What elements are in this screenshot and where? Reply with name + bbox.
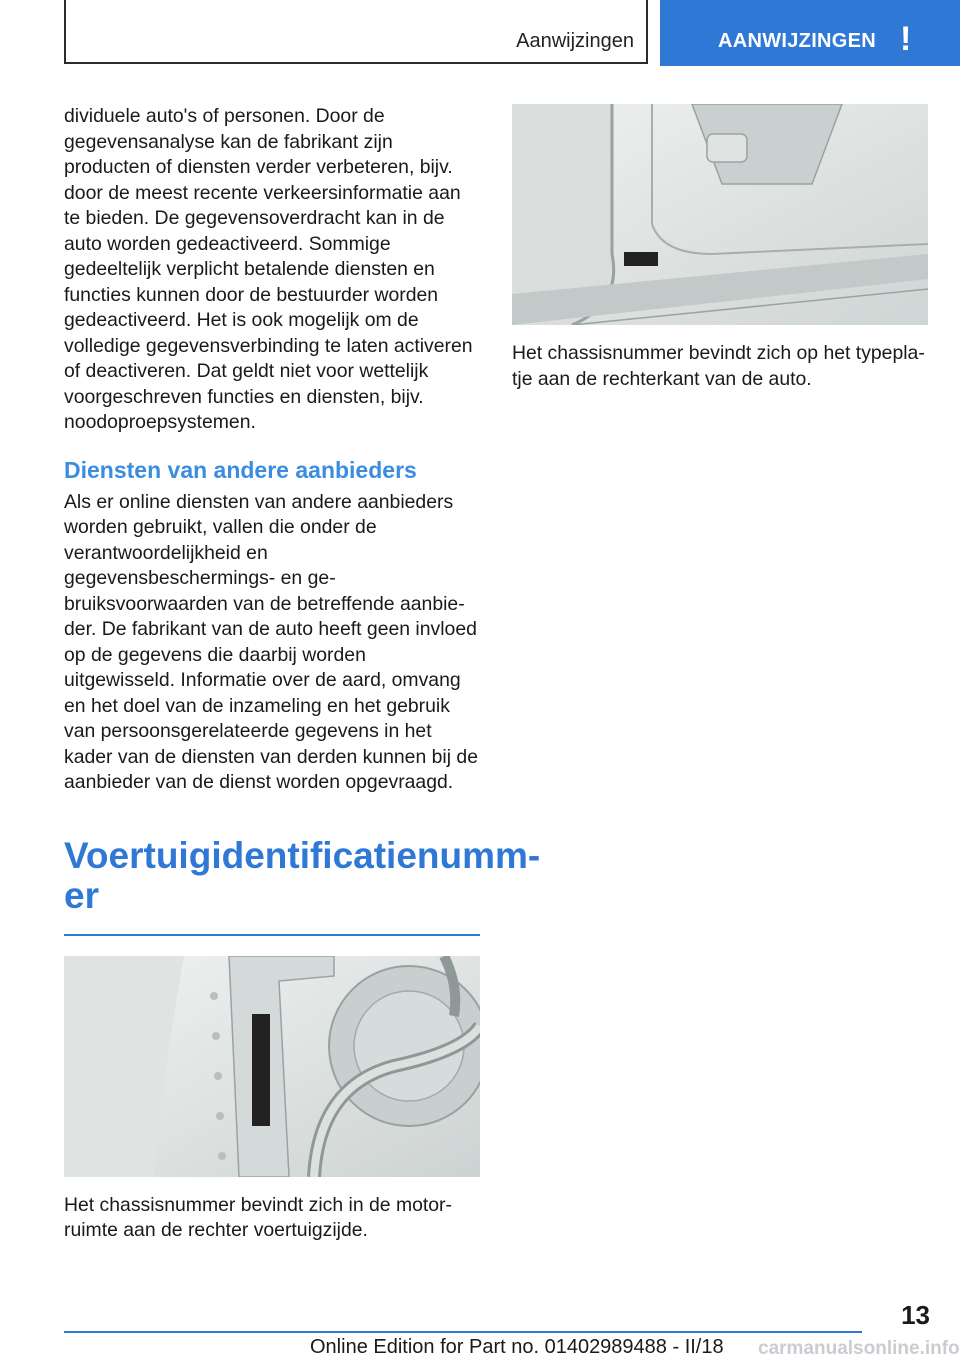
- subheading-third-party: Diensten van andere aanbieders: [64, 456, 417, 483]
- section-heading: Voertuigidentificatienummer: [64, 834, 541, 916]
- exclamation-icon: !: [900, 20, 912, 58]
- engine-bay-figure: [64, 956, 480, 1244]
- intro-paragraph: dividuele auto's of personen. Door de gegevensanalyse kan de fabrikant zijn producten of diensten verder verbeteren, bijv. door de meest recente verkeersinformatie aan te bieden. De gegevensoverdracht kan in de auto worden gedeactiveerd. Sommige gedeeltelijk verplicht betalende diensten en functies kunnen door de bestuurder worden gedeactiveerd. Het is ook mogelijk om de volledige gegevensverbinding te laten activeren of deactiveren. Dat geldt niet voor wettelijk voorgeschreven functies en diensten, bijv. noodoproepsystemen.: [64, 105, 473, 433]
- right-column: [512, 104, 928, 392]
- header-section-box: [64, 0, 648, 64]
- footer-edition-text: Online Edition for Part no. 01402989488 - II/18: [310, 1336, 724, 1358]
- door-sill-figure: [512, 104, 928, 392]
- header-chapter-tab[interactable]: [660, 0, 960, 66]
- footer-divider: [64, 1331, 862, 1333]
- door-sill-caption: Het chassisnummer bevindt zich op het typeplatje aan de rechterkant van de auto.: [512, 342, 925, 390]
- engine-bay-image: [64, 956, 480, 1177]
- heading-divider: [64, 934, 480, 936]
- left-column: [64, 104, 541, 1244]
- header-section-title: Aanwijzingen: [516, 30, 634, 52]
- door-sill-image: [512, 104, 928, 325]
- header-chapter-label: AANWIJZINGEN: [718, 30, 877, 52]
- engine-bay-caption: Het chassisnummer bevindt zich in de motorruimte aan de rechter voertuigzijde.: [64, 1193, 452, 1241]
- page-number: 13: [901, 1300, 930, 1330]
- third-party-paragraph: Als er online diensten van andere aanbieders worden gebruikt, vallen die onder de verantwoordelijkheid en gegevensbeschermings- en gebruiksvoorwaarden van de betreffende aanbieder. De fabrikant van de auto heeft geen invloed op de gegevens die daarbij worden uitgewisseld. Informatie over de aard, omvang en het doel van de inzameling en het gebruik van persoonsgerelateerde gegevens in het kader van de diensten van derden kunnen bij de aanbieder van de dienst worden opgevraagd.: [64, 490, 478, 793]
- watermark-text: carmanualsonline.info: [758, 1338, 960, 1359]
